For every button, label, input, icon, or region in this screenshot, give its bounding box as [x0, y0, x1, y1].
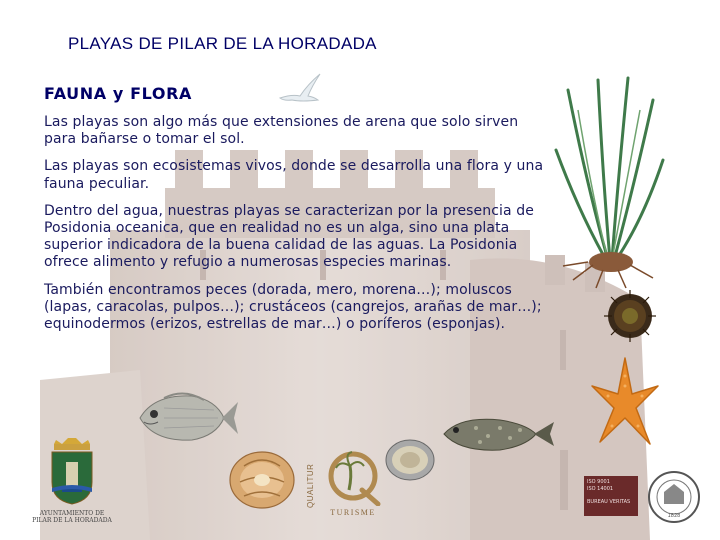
cert-line2: ISO 14001: [587, 486, 614, 492]
q-emblem-icon: [322, 446, 384, 506]
seagull-icon: [278, 70, 324, 106]
paragraph-posidonia: Dentro del agua, nuestras playas se caracterizan por la presencia de Posidonia oceanica, que en realidad no es un alga, sino una plata superior indicadora de la buena calidad de las aguas. La Posidonia ofrece alimento y refugio a numerosas especies marinas.: [44, 202, 534, 271]
sea-bream-fish-icon: [134, 388, 238, 448]
shell-icon: [226, 446, 298, 512]
cert-line1: ISO 9001: [587, 479, 610, 485]
slide-title: PLAYAS DE PILAR DE LA HORADADA: [68, 34, 377, 53]
paragraph-species: También encontramos peces (dorada, mero, morena…); moluscos (lapas, caracolas, pulpos…); crustáceos (cangrejos, arañas de mar…); equinodermos (erizos, estrellas de mar…) o poríferos (esponjas).: [44, 281, 542, 333]
council-name-line1: AYUNTAMIENTO DE: [39, 510, 105, 517]
coat-of-arms-icon: [22, 438, 122, 506]
bureau-veritas-seal-icon: [646, 470, 702, 524]
certification-logos: [584, 470, 714, 526]
section-heading: FAUNA y FLORA: [44, 84, 192, 103]
qualitur-vertical-text: QUALITUR: [306, 463, 315, 508]
sponge-icon: [384, 438, 436, 482]
council-logo: [22, 438, 122, 534]
qualitur-logo: [308, 446, 388, 536]
body-text: [44, 114, 564, 343]
grouper-fish-icon: [440, 412, 556, 456]
paragraph-ecosystems: Las playas son ecosistemas vivos, donde se desarrolla una flora y una fauna peculiar.: [44, 158, 544, 192]
turisme-label: TURISME: [330, 508, 376, 517]
paragraph-intro: Las playas son algo más que extensiones de arena que solo sirven para bañarse o tomar el sol.: [44, 114, 519, 148]
iso-cert-box: [584, 476, 638, 516]
council-name-line2: PILAR DE LA HORADADA: [32, 517, 112, 524]
sea-urchin-icon: [600, 288, 660, 344]
cert-line3: BUREAU VERITAS: [587, 499, 631, 505]
posidonia-plant-icon: [548, 70, 668, 290]
starfish-icon: [590, 356, 660, 446]
svg-text:1828: 1828: [667, 513, 681, 519]
